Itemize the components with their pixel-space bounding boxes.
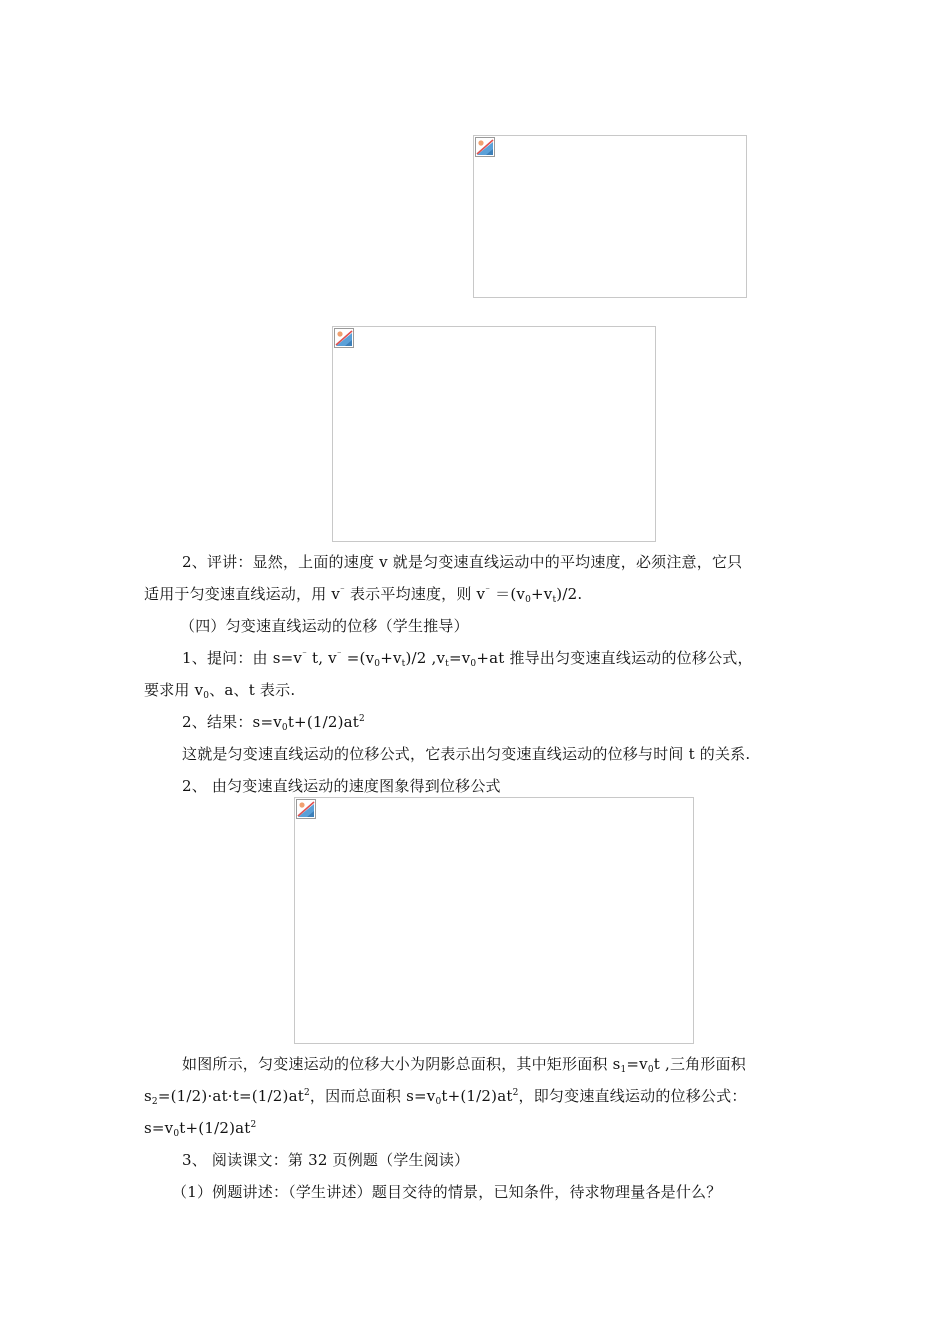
bar-mark: ⁻ <box>336 650 342 660</box>
area-explanation-line-1 <box>182 1054 746 1074</box>
subscript: 0 <box>435 1097 442 1107</box>
text: )/2 ,v <box>405 649 446 667</box>
figure-2-placeholder <box>332 326 656 542</box>
text: 1、提问：由 s=v <box>182 649 303 667</box>
subscript: 1 <box>620 1065 627 1075</box>
text: +v <box>380 649 402 667</box>
text: ，因而总面积 s=v <box>309 1087 436 1105</box>
subscript: 0 <box>203 691 210 701</box>
area-explanation-line-2 <box>144 1086 747 1106</box>
subscript: 0 <box>470 659 477 669</box>
text: t, v <box>307 649 337 667</box>
section-heading-4 <box>180 616 469 636</box>
superscript: 2 <box>303 1088 310 1098</box>
text: 、a、t 表示. <box>209 681 296 699</box>
text: t+(1/2)at <box>287 713 360 731</box>
text: s=v <box>144 1119 174 1137</box>
example-discussion <box>172 1182 721 1202</box>
bar-mark: ⁻ <box>485 586 491 596</box>
text: 2、 由匀变速直线运动的速度图象得到位移公式 <box>182 777 501 795</box>
paragraph-review-line-2 <box>144 584 582 604</box>
text: =v <box>626 1055 648 1073</box>
text: t+(1/2)at <box>441 1087 513 1105</box>
text: +at 推导出匀变速直线运动的位移公式， <box>476 649 753 667</box>
subscript: t <box>445 659 449 669</box>
subscript: t <box>552 595 557 605</box>
subscript: 0 <box>374 659 381 669</box>
bar-mark: ⁻ <box>340 586 345 596</box>
superscript: 2 <box>250 1120 257 1130</box>
figure-3-placeholder <box>294 797 694 1044</box>
text: 2、结果：s=v <box>182 713 282 731</box>
subscript: 2 <box>151 1097 158 1107</box>
text: t+(1/2)at <box>179 1119 251 1137</box>
text: =v <box>448 649 471 667</box>
text: 3、 阅读课文：第 32 页例题（学生阅读） <box>182 1151 470 1169</box>
text: =(1/2)·at·t=(1/2)at <box>157 1087 304 1105</box>
subscript: 0 <box>525 595 532 605</box>
text: 要求用 v <box>144 681 204 699</box>
paragraph-review-line-1 <box>182 552 742 572</box>
text: t ,三角形面积 <box>653 1055 746 1073</box>
text: s <box>144 1087 152 1105</box>
subscript: 0 <box>281 723 288 733</box>
text: 适用于匀变速直线运动，用 v <box>144 585 341 603</box>
broken-image-icon <box>295 798 317 820</box>
reading-task <box>182 1150 469 1170</box>
text: ＝(v <box>490 585 526 603</box>
text: +v <box>531 585 553 603</box>
text: 表示平均速度，则 v <box>345 585 486 603</box>
text: =(v <box>341 649 375 667</box>
graph-derivation-heading <box>182 776 501 796</box>
broken-image-icon <box>474 136 496 158</box>
text: （四）匀变速直线运动的位移（学生推导） <box>180 617 469 635</box>
text: ，即匀变速直线运动的位移公式： <box>518 1087 747 1105</box>
question-line-2 <box>144 680 295 700</box>
question-line-1 <box>182 648 753 668</box>
subscript: 0 <box>647 1065 654 1075</box>
broken-image-icon <box>333 327 355 349</box>
figure-1-placeholder <box>473 135 747 298</box>
text: 如图所示，匀变速运动的位移大小为阴影总面积，其中矩形面积 s <box>182 1055 621 1073</box>
result-line <box>182 712 365 732</box>
superscript: 2 <box>512 1088 519 1098</box>
subscript: 0 <box>173 1129 180 1139</box>
text: （1）例题讲述：（学生讲述）题目交待的情景，已知条件，待求物理量各是什么？ <box>172 1183 722 1201</box>
bar-mark: ⁻ <box>302 650 308 660</box>
area-explanation-line-3 <box>144 1118 256 1138</box>
formula-explanation <box>182 744 750 764</box>
text: )/2. <box>556 585 583 603</box>
subscript: t <box>401 659 406 669</box>
superscript: 2 <box>359 714 365 724</box>
text: 2、评讲：显然，上面的速度 v 就是匀变速直线运动中的平均速度，必须注意，它只 <box>182 553 743 571</box>
text: 这就是匀变速直线运动的位移公式，它表示出匀变速直线运动的位移与时间 t 的关系. <box>182 745 751 763</box>
